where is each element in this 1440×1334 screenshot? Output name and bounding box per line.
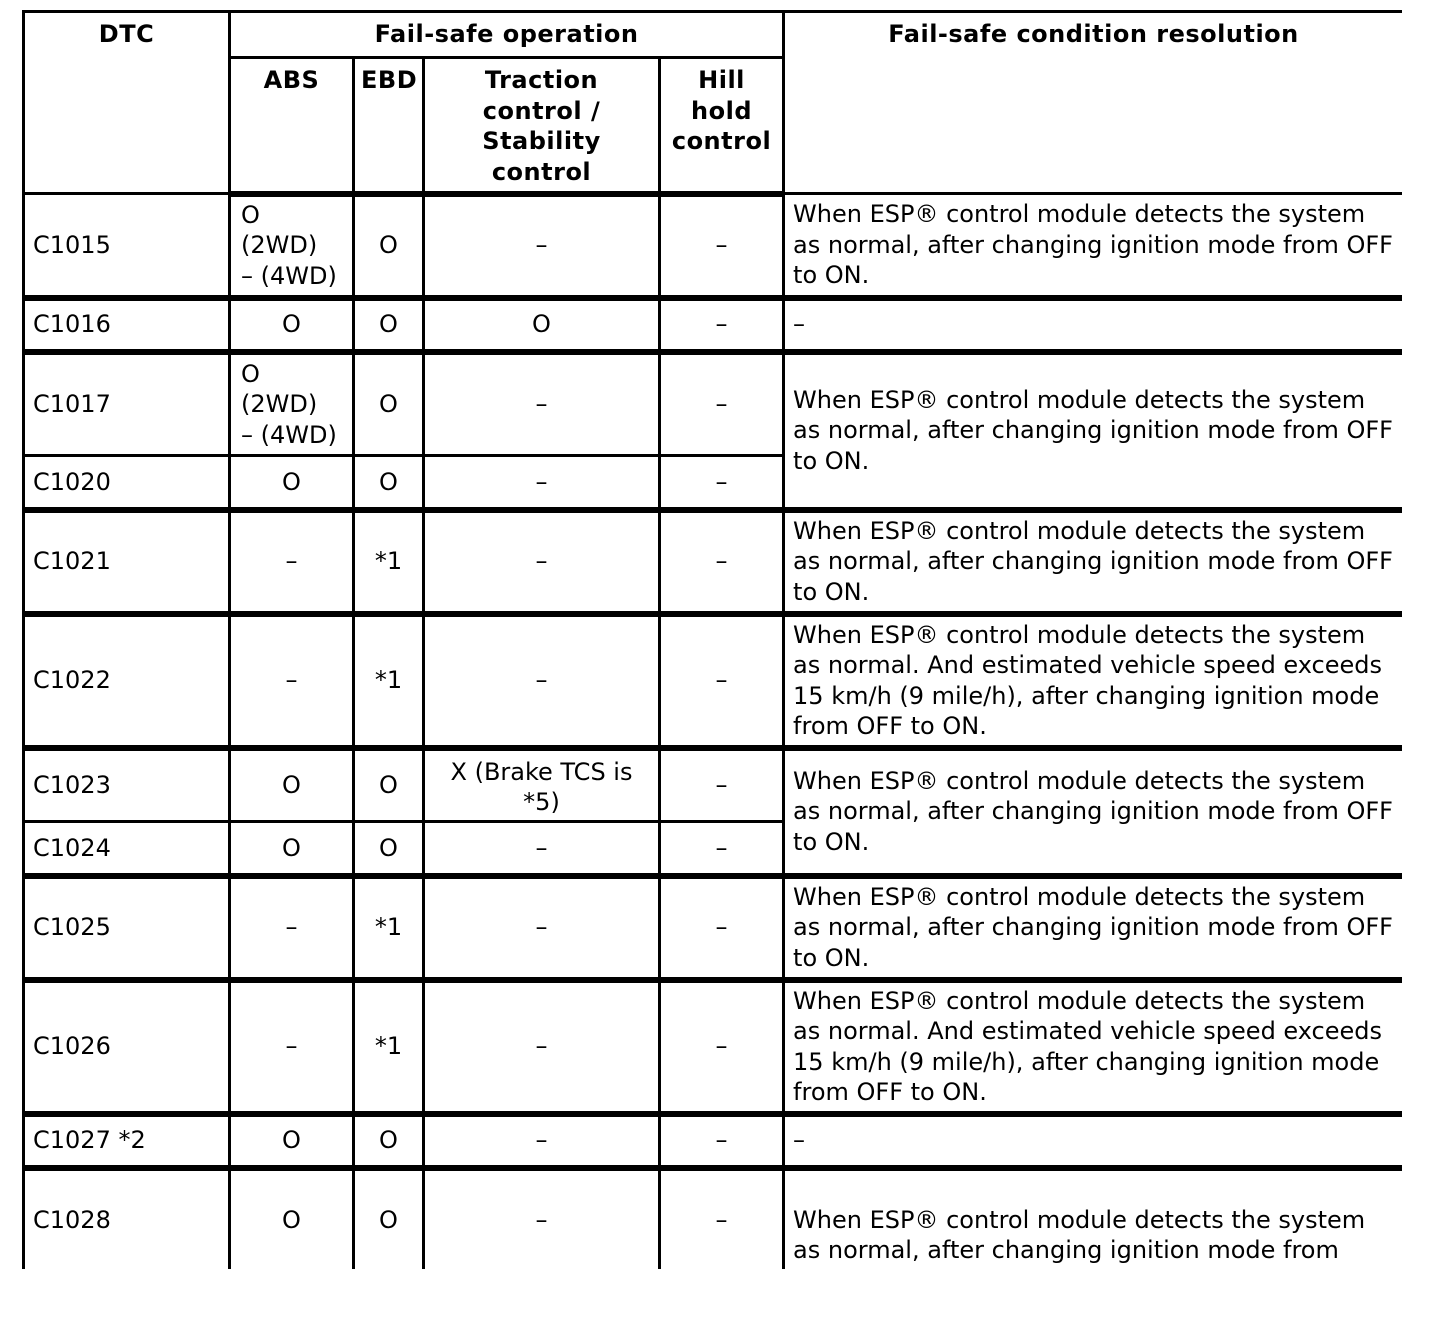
- resolution-cell: –: [784, 1114, 1402, 1168]
- abs-cell: [230, 194, 354, 298]
- table-row: [24, 748, 1403, 822]
- hill-cell: –: [660, 194, 784, 298]
- table-row: [24, 194, 1403, 298]
- dtc-code: C1022: [24, 614, 230, 748]
- dtc-code: C1024: [24, 822, 230, 876]
- resolution-cell: When ESP® control module detects the system as normal, after changing ignition mode from OFF to ON.: [784, 352, 1402, 510]
- table-row: [24, 298, 1403, 352]
- header-traction-line: control: [491, 157, 592, 186]
- dtc-code: C1020: [24, 456, 230, 510]
- table-row: [24, 1168, 1403, 1270]
- tcs-cell: –: [424, 1168, 660, 1270]
- ebd-cell: O: [354, 1114, 424, 1168]
- hill-cell: –: [660, 822, 784, 876]
- hill-cell: –: [660, 748, 784, 822]
- header-hill-line: Hill: [698, 66, 745, 94]
- header-traction-stability: [424, 58, 660, 194]
- hill-cell: –: [660, 1114, 784, 1168]
- ebd-cell: O: [354, 298, 424, 352]
- ebd-cell: O: [354, 194, 424, 298]
- abs-line: (2WD): [241, 390, 318, 418]
- abs-cell: O: [230, 748, 354, 822]
- abs-cell: O: [230, 1114, 354, 1168]
- abs-cell: O: [230, 298, 354, 352]
- abs-cell: –: [230, 876, 354, 980]
- hill-cell: –: [660, 614, 784, 748]
- tcs-cell: –: [424, 614, 660, 748]
- table-row: [24, 352, 1403, 456]
- tcs-cell: –: [424, 1114, 660, 1168]
- table-row: [24, 980, 1403, 1114]
- hill-cell: –: [660, 456, 784, 510]
- dtc-code: C1026: [24, 980, 230, 1114]
- resolution-cell: –: [784, 298, 1402, 352]
- tcs-cell: –: [424, 980, 660, 1114]
- abs-line: – (4WD): [241, 261, 337, 290]
- hill-cell: –: [660, 1168, 784, 1270]
- tcs-cell: X (Brake TCS is *5): [424, 748, 660, 822]
- hill-cell: –: [660, 298, 784, 352]
- abs-cell: O: [230, 1168, 354, 1270]
- table-row: [24, 614, 1403, 748]
- dtc-code: C1016: [24, 298, 230, 352]
- dtc-code: C1028: [24, 1168, 230, 1270]
- ebd-cell: *1: [354, 510, 424, 614]
- dtc-code: C1025: [24, 876, 230, 980]
- ebd-cell: *1: [354, 876, 424, 980]
- ebd-cell: *1: [354, 980, 424, 1114]
- ebd-cell: O: [354, 822, 424, 876]
- header-fail-safe-operation: Fail-safe operation: [230, 12, 784, 58]
- tcs-cell: –: [424, 510, 660, 614]
- header-dtc: DTC: [24, 12, 230, 194]
- header-traction-line: Traction: [484, 66, 599, 94]
- ebd-cell: O: [354, 352, 424, 456]
- tcs-cell: –: [424, 822, 660, 876]
- dtc-code: C1021: [24, 510, 230, 614]
- tcs-cell: –: [424, 352, 660, 456]
- hill-cell: –: [660, 510, 784, 614]
- dtc-code: C1027 *2: [24, 1114, 230, 1168]
- fail-safe-table-container: [22, 10, 1402, 1269]
- table-row: [24, 1114, 1403, 1168]
- hill-cell: –: [660, 352, 784, 456]
- abs-cell: –: [230, 980, 354, 1114]
- resolution-cell: When ESP® control module detects the system as normal, after changing ignition mode from OFF to ON.: [784, 748, 1402, 876]
- abs-line: O: [241, 359, 260, 388]
- header-ebd: EBD: [354, 58, 424, 194]
- ebd-cell: O: [354, 748, 424, 822]
- header-abs: ABS: [230, 58, 354, 194]
- ebd-cell: *1: [354, 614, 424, 748]
- header-resolution: Fail-safe condition resolution: [784, 12, 1402, 194]
- dtc-code: C1015: [24, 194, 230, 298]
- resolution-cell: When ESP® control module detects the system as normal. And estimated vehicle speed exceeds 15 km/h (9 mile/h), after changing ignition mode from OFF to ON.: [784, 980, 1402, 1114]
- tcs-cell: –: [424, 194, 660, 298]
- abs-line: (2WD): [241, 231, 318, 260]
- fail-safe-table: [22, 10, 1402, 1269]
- tcs-cell: O: [424, 298, 660, 352]
- hill-cell: –: [660, 980, 784, 1114]
- abs-cell: –: [230, 614, 354, 748]
- ebd-cell: O: [354, 456, 424, 510]
- resolution-cell: When ESP® control module detects the system as normal. And estimated vehicle speed exceeds 15 km/h (9 mile/h), after changing ignition mode from OFF to ON.: [784, 614, 1402, 748]
- abs-cell: [230, 352, 354, 456]
- tcs-cell: –: [424, 456, 660, 510]
- abs-cell: –: [230, 510, 354, 614]
- header-hill-line: control: [671, 127, 772, 155]
- header-traction-line: control /: [482, 96, 601, 125]
- abs-line: O: [241, 200, 260, 229]
- tcs-cell: –: [424, 876, 660, 980]
- header-hill-line: hold: [691, 96, 752, 125]
- header-traction-line: Stability: [482, 127, 601, 155]
- ebd-cell: O: [354, 1168, 424, 1270]
- dtc-code: C1017: [24, 352, 230, 456]
- dtc-code: C1023: [24, 748, 230, 822]
- hill-cell: –: [660, 876, 784, 980]
- abs-cell: O: [230, 456, 354, 510]
- header-hill-hold: [660, 58, 784, 194]
- resolution-cell: When ESP® control module detects the system as normal, after changing ignition mode from OFF to ON.: [784, 876, 1402, 980]
- table-row: [24, 510, 1403, 614]
- abs-cell: O: [230, 822, 354, 876]
- table-row: [24, 876, 1403, 980]
- resolution-cell: When ESP® control module detects the system as normal, after changing ignition mode from OFF to ON.: [784, 510, 1402, 614]
- resolution-cell: When ESP® control module detects the system as normal, after changing ignition mode from: [784, 1168, 1402, 1270]
- resolution-cell: When ESP® control module detects the system as normal, after changing ignition mode from OFF to ON.: [784, 194, 1402, 298]
- abs-line: – (4WD): [241, 420, 337, 449]
